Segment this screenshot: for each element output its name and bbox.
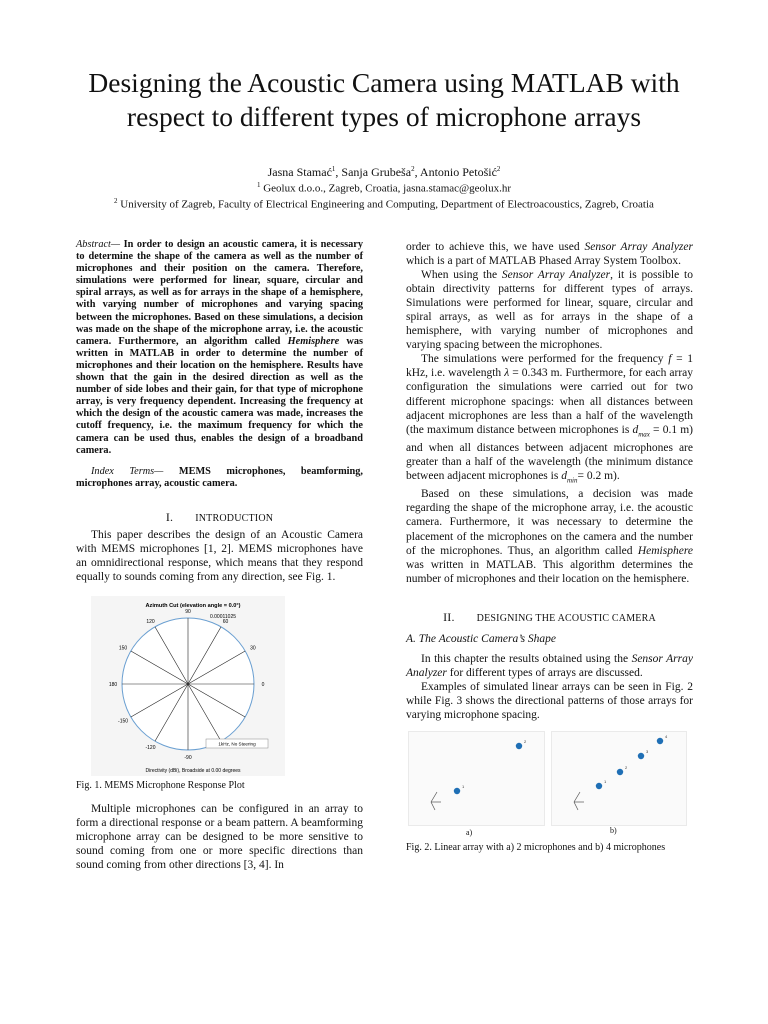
microphone-label: 1 [604, 779, 607, 784]
right-paragraph-3 [406, 352, 693, 487]
figure-2a [408, 731, 545, 826]
polar-angle-label: -150 [118, 718, 129, 725]
polar-angle-label: 180 [108, 682, 118, 688]
math-sub-max: max [638, 429, 650, 438]
author-list [40, 165, 728, 180]
polar-angle-label: 150 [118, 645, 128, 652]
microphone-label: 1 [462, 784, 465, 789]
text-run: = 0.1 m) and when all distances between adjacent microphones are greater than a half of the wavelength (the minimum distance between adjacent microphones is [406, 423, 693, 483]
index-terms-text: MEMS microphones, beamforming, microphones array, acoustic camera. [76, 466, 363, 490]
abstract-text-post: was written in MATLAB in order to determine the number of microphones and their location on the hemisphere. Results have shown that the gain in the desired direction as well as the number of side lobes and their gain, for that type of microphone array, is very frequency dependent. Increasing the frequency at which the design of the acoustic camera was made, increases the cutoff frequency, i.e. the maximum frequency for which the camera can be used thus, enables the design of a broadband camera. [76, 335, 364, 456]
author-2-sup: 2 [411, 165, 415, 173]
polar-grid [122, 618, 254, 750]
figure-2b-label: b) [610, 826, 617, 835]
polar-angle-label: -90 [184, 755, 192, 761]
microphone-marker [596, 783, 602, 789]
polar-title: Azimuth Cut (elevation angle = 0.0°) [145, 603, 241, 609]
abstract-text-pre: In order to design an acoustic camera, it is necessary to determine the shape of the camera as well as the number of microphones and their position on the camera. Therefore, simulations were performed for linear, square, circular and spiral arrays, as well as for arrays in the shape of a hemisphere, with varying number of microphones and varying spacing between the microphones. Based on these simulations, a decision was made on the shape of the microphone array, i.e. the acoustic camera. Furthermore, an algorithm called [76, 239, 363, 347]
text-run: = 1 kHz, i.e. wavelength [406, 353, 693, 380]
intro-text-2: Multiple microphones can be configured in an array to form a directional response or a beam pattern. A beamforming microphone array can be designed to be more sensitive to sound coming from one or more specific directions than sound coming from other directions [3, 4]. In [76, 803, 363, 872]
microphone-marker [657, 738, 663, 744]
polar-angle-label: 0 [261, 682, 265, 688]
polar-plot [91, 596, 285, 776]
microphone-marker [617, 769, 623, 775]
text-run: was written in MATLAB. This algorithm determines the number of microphones and their location on the hemisphere. [406, 558, 693, 585]
text-run: The simulations were performed for the frequency [421, 353, 669, 366]
abstract-lead: Abstract— [76, 239, 121, 250]
axis-triad-icon [574, 792, 584, 810]
author-1: Jasna Stamać [267, 165, 332, 179]
text-emphasis: Sensor Array Analyzer [406, 653, 693, 680]
microphone-marker [638, 753, 644, 759]
right-paragraph-1 [406, 240, 693, 268]
text-run: which is a part of MATLAB Phased Array System Toolbox. [406, 255, 681, 268]
math-d: d [561, 470, 567, 483]
microphone-marker [516, 743, 522, 749]
text-emphasis: Sensor Array Analyzer [501, 269, 611, 282]
section-2-paragraph-2: Examples of simulated linear arrays can be seen in Fig. 2 while Fig. 3 shows the directional patterns of those arrays for varying microphone spacing. [406, 681, 693, 722]
affiliation-1 [40, 181, 728, 195]
figure-1 [91, 596, 285, 776]
section-2-heading [406, 610, 693, 625]
author-separator: , [335, 165, 342, 179]
text-emphasis: Sensor Array Analyzer [584, 241, 693, 253]
affiliation-2-sup: 2 [114, 197, 118, 205]
math-f: f [668, 353, 672, 366]
microphone-label: 2 [524, 739, 527, 744]
index-terms-lead: Index Terms— [91, 466, 164, 477]
microphone-marker [454, 788, 460, 794]
section-2-title: DESIGNING THE ACOUSTIC CAMERA [476, 613, 656, 624]
intro-text: This paper describes the design of an Acoustic Camera with MEMS microphones [1, 2]. MEMS microphones have an omnidirectional response, which means that they respond equally to sounds coming from any direction, see Fig. 1. [76, 529, 363, 584]
microphone-label: 3 [646, 749, 649, 754]
right-paragraph-2 [406, 268, 693, 352]
text-run: , it is possible to obtain directivity patterns for different types of arrays. Simulations were performed for linear, square, circular and spiral arrays, as well as for arrays in the shape of a hemisphere, with varying number of microphones and varying spacing between the microphones. [406, 269, 693, 352]
section-2-paragraph-1 [406, 652, 693, 680]
affiliation-2 [40, 197, 728, 211]
polar-angle-label: 120 [146, 618, 155, 625]
section-1-title: INTRODUCTION [195, 513, 274, 524]
microphone-label: 2 [625, 765, 628, 770]
figure-2b [551, 731, 687, 826]
affiliation-2-text: University of Zagreb, Faculty of Electrical Engineering and Computing, Department of Electroacoustics, Zagreb, Croatia [117, 198, 654, 211]
section-1-number: I. [165, 510, 174, 524]
author-1-sup: 1 [331, 165, 336, 173]
intro-paragraph-2 [76, 802, 363, 872]
microphone-label: 4 [665, 734, 668, 739]
polar-angle-label: -120 [145, 745, 156, 752]
paper-title [40, 66, 728, 134]
author-separator: , [414, 165, 420, 179]
text-run: Based on these simulations, a decision was made regarding the shape of the microphone array, i.e. the acoustic camera. Furthermore, it was necessary to determine the placement of the microphones on the camera and the number of the microphones. Thus, an algorithm called [406, 488, 693, 557]
author-3-sup: 2 [496, 165, 501, 173]
section-2-text [406, 652, 693, 722]
section-1-heading [76, 510, 363, 525]
index-terms [76, 466, 363, 491]
author-3: Antonio Petošić [419, 165, 497, 179]
polar-legend-text: 1kHz, No Steering [218, 741, 256, 747]
text-run: = 0.2 m). [577, 470, 620, 483]
figure-2b-plot [552, 732, 688, 827]
section-2-number: II. [443, 610, 455, 624]
author-2: Sanja Grubeša [341, 165, 412, 179]
math-sub-min: min [566, 476, 578, 485]
abstract-hemisphere: Hemisphere [287, 335, 340, 347]
polar-value-label: 0.00011025 [209, 614, 237, 620]
figure-2a-label: a) [466, 828, 473, 837]
axis-triad-icon [431, 792, 441, 810]
text-run: order to achieve this, we have used [406, 241, 585, 253]
figure-2-caption: Fig. 2. Linear array with a) 2 microphones and b) 4 microphones [406, 842, 666, 853]
text-run: In this chapter the results obtained using the [421, 653, 632, 665]
math-lambda: λ [504, 367, 510, 380]
text-run: When using the [421, 269, 502, 282]
polar-angle-label: 60 [222, 618, 229, 625]
polar-angle-label: 90 [185, 609, 191, 615]
figure-1-caption: Fig. 1. MEMS Microphone Response Plot [76, 780, 245, 791]
figure-2a-plot [409, 732, 546, 827]
abstract [76, 239, 363, 457]
polar-xlabel: Directivity (dBi), Broadside at 0.00 degrees [145, 768, 241, 774]
right-paragraph-4 [406, 487, 693, 585]
text-run: for different types of arrays are discussed. [446, 667, 643, 680]
right-column-text [406, 240, 693, 586]
text-run: = 0.343 m. Furthermore, for each array configuration the simulations were carried out for two different microphone spacings: when all distances between adjacent microphones are less than a half of the wavelength (the maximum distance between microphones is [406, 367, 693, 436]
text-emphasis: Hemisphere [637, 544, 693, 557]
title-line-2: respect to different types of microphone arrays [126, 101, 642, 132]
math-d: d [632, 423, 639, 436]
polar-angle-label: 30 [250, 645, 256, 652]
affiliation-1-text: Geolux d.o.o., Zagreb, Croatia, jasna.stamac@geolux.hr [260, 182, 512, 195]
title-line-1: Designing the Acoustic Camera using MATLAB with [88, 67, 680, 98]
intro-paragraph-1 [76, 528, 363, 584]
subsection-a-heading: A. The Acoustic Camera’s Shape [406, 633, 557, 645]
affiliation-1-sup: 1 [256, 181, 261, 189]
